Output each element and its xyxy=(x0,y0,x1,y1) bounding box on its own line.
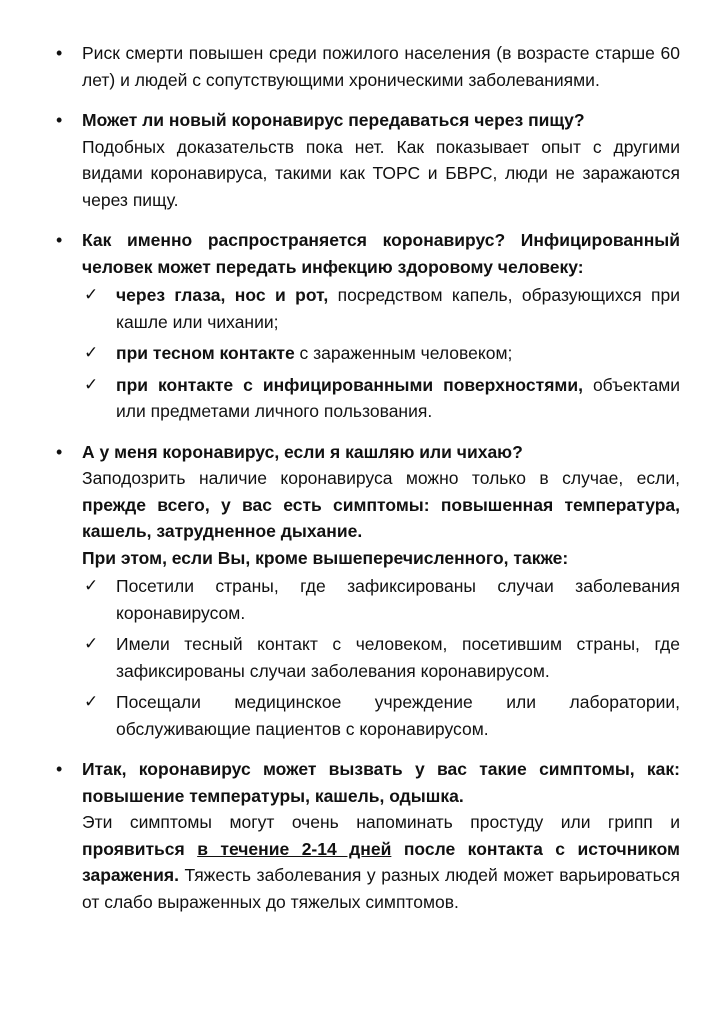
text-normal: Заподозрить наличие коронавируса можно только в случае, если, xyxy=(82,468,680,488)
check-text: Посещали медицинское учреждение или лаборатории, обслуживающие пациентов с коронавирусом. xyxy=(116,692,680,739)
bullet-text: Риск смерти повышен среди пожилого населения (в возрасте старше 60 лет) и людей с сопутствующими хроническими заболеваниями. xyxy=(82,43,680,90)
checkmark-icon: ✓ xyxy=(84,343,99,362)
check-text: Имели тесный контакт с человеком, посетившим страны, где зафиксированы случаи заболевания коронавирусом. xyxy=(116,634,680,681)
bullet-text: Подобных доказательств пока нет. Как показывает опыт с другими видами коронавируса, такими как ТОРС и БВРС, люди не заражаются через пищу. xyxy=(82,136,680,210)
check-item xyxy=(82,372,680,425)
check-text xyxy=(116,340,680,367)
checkmark-icon: ✓ xyxy=(84,692,99,711)
bullet-icon: • xyxy=(56,759,63,779)
check-list xyxy=(82,573,680,742)
bullet-item-risk xyxy=(50,40,680,93)
checkmark-icon: ✓ xyxy=(84,285,99,304)
bullet-item-spread xyxy=(50,227,680,425)
text-bold: проявиться xyxy=(82,838,198,859)
checkmark-icon: ✓ xyxy=(84,576,99,595)
check-item xyxy=(82,282,680,335)
checkmark-icon: ✓ xyxy=(84,634,99,653)
check-item xyxy=(82,573,680,626)
check-item xyxy=(82,689,680,742)
check-rest: с зараженным человеком; xyxy=(294,343,513,363)
bullet-heading: А у меня коронавирус, если я кашляю или чихаю? xyxy=(82,441,523,462)
check-bold: при тесном контакте xyxy=(116,343,295,363)
bullet-item-cough xyxy=(50,439,680,743)
check-rest: посредством капель, образующихся при кашле или чихании; xyxy=(116,285,680,332)
check-bold: при контакте с инфицированными поверхностями, xyxy=(116,374,583,395)
check-item xyxy=(82,340,680,367)
bullet-heading: Может ли новый коронавирус передаваться через пищу? xyxy=(82,110,585,130)
bullet-icon: • xyxy=(56,110,63,130)
bullet-icon: • xyxy=(56,230,63,250)
bullet-text xyxy=(82,809,680,915)
text-bold: прежде всего, у вас есть симптомы: повышенная температура, кашель, затрудненное дыхание. xyxy=(82,494,680,541)
bullet-heading: Итак, коронавирус может вызвать у вас такие симптомы, как: повышение температуры, кашель, одышка. xyxy=(82,759,680,806)
text-normal: Эти симптомы могут очень напоминать простуду или грипп и xyxy=(82,812,680,832)
bullet-subheading: При этом, если Вы, кроме вышеперечисленного, также: xyxy=(82,547,569,568)
checkmark-icon: ✓ xyxy=(84,374,99,394)
check-rest: объектами или предметами личного пользования. xyxy=(116,374,680,421)
check-text: Посетили страны, где зафиксированы случаи заболевания коронавирусом. xyxy=(116,576,680,623)
text-bold: после контакта с источником заражения. xyxy=(82,838,680,885)
bullet-item-food xyxy=(50,107,680,213)
text-bold-underlined: в течение 2-14 дней xyxy=(197,838,392,859)
check-item xyxy=(82,631,680,684)
check-bold: через глаза, нос и рот, xyxy=(116,285,329,305)
check-list xyxy=(82,282,680,425)
bullet-item-symptoms xyxy=(50,756,680,915)
bullet-heading: Как именно распространяется коронавирус? Инфицированный человек может передать инфекцию здоровому человеку: xyxy=(82,230,680,277)
check-text xyxy=(116,372,680,425)
check-text xyxy=(116,282,680,335)
bullet-text xyxy=(82,465,680,545)
bullet-icon: • xyxy=(56,441,63,462)
text-normal: Тяжесть заболевания у разных людей может варьироваться от слабо выраженных до тяжелых симптомов. xyxy=(82,865,680,912)
bullet-icon: • xyxy=(56,43,63,63)
